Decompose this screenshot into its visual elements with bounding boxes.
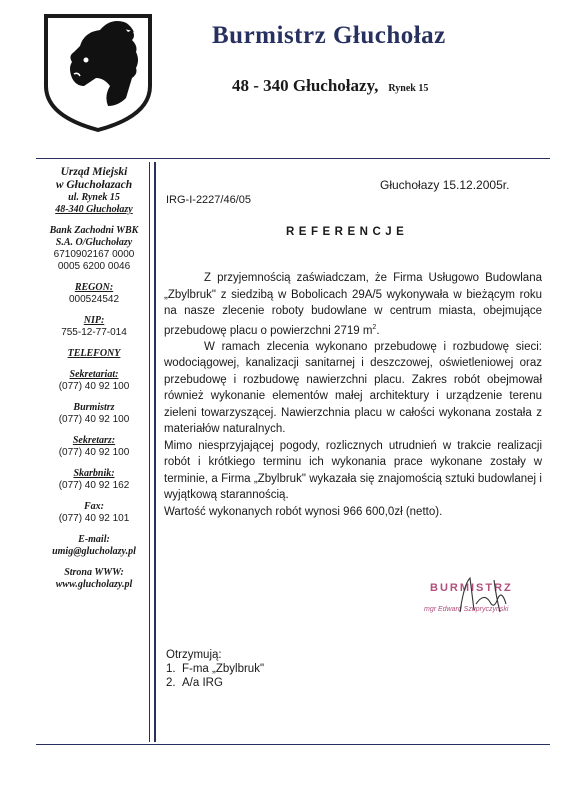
mayor-phone: (077) 40 92 100 — [58, 414, 130, 425]
handwritten-signature-icon — [450, 574, 530, 614]
email-label: E-mail: — [78, 534, 110, 545]
secretariat-phone: (077) 40 92 100 — [58, 381, 130, 392]
office-name-line1: Urząd Miejski — [60, 166, 128, 178]
fax-label: Fax: — [84, 501, 104, 512]
bank-branch: S.A. O/Głuchołazy — [55, 237, 133, 248]
paragraph-4: Wartość wykonanych robót wynosi 966 600,0zł (netto). — [164, 505, 443, 518]
letter-reference-number: IRG-I-2227/46/05 — [166, 194, 251, 206]
fax-number: (077) 40 92 101 — [58, 513, 130, 524]
website-link[interactable]: www.glucholazy.pl — [55, 579, 133, 590]
phones-label: TELEFONY — [67, 348, 121, 359]
website-label: Strona WWW: — [64, 567, 124, 578]
nip-label: NIP: — [83, 315, 105, 326]
top-divider — [36, 158, 550, 159]
signature-stamp-title: BURMISTRZ — [430, 582, 513, 594]
office-postcode: 48-340 Głuchołazy — [55, 204, 133, 215]
coat-of-arms-icon — [40, 12, 156, 134]
letter-date: Głuchołazy 15.12.2005r. — [380, 178, 510, 192]
bank-name: Bank Zachodni WBK — [49, 225, 139, 236]
treasurer-label: Skarbnik: — [73, 468, 115, 479]
office-name-line2: w Głuchołazach — [55, 179, 133, 191]
bank-account-line1: 6710902167 0000 — [53, 249, 135, 260]
letterhead-street: Rynek 15 — [388, 83, 429, 94]
office-street: ul. Rynek 15 — [68, 192, 120, 203]
paragraph-2: W ramach zlecenia wykonano przebudowę i rozbudowę sieci: wodociągowej, kanalizacji sanitarnej i deszczowej, oświetleniowej oraz przebudowę i rozbudowę nawierzchni placu. Zakres robót obejmował również wykonanie elementów małej architektury i urządzenie terenu zieleni towarzyszącej. Nawierzchnia placu w całości wykonana została z materiałów naturalnych. — [164, 340, 542, 436]
sidebar-contact-info — [36, 166, 152, 591]
list-item: 1. F-ma „Zbylbruk" — [166, 663, 265, 675]
list-item: 2. A/a IRG — [166, 677, 223, 689]
secretary-label: Sekretarz: — [72, 435, 116, 446]
secretariat-label: Sekretariat: — [69, 369, 119, 380]
nip-value: 755-12-77-014 — [61, 327, 127, 338]
paragraph-1: Z przyjemnością zaświadczam, że Firma Usługowo Budowlana „Zbylbruk" z siedzibą w Bobolicach 29A/5 wykonywała w bieżącym roku na nasze zlecenie roboty budowlane w centrum miasta, obejmujące przebudowę placu o powierzchni 2719 $m^2$. — [164, 272, 542, 337]
bank-account-line2: 0005 6200 0046 — [57, 261, 131, 272]
letterhead-address — [232, 76, 428, 96]
regon-label: REGON: — [74, 282, 114, 293]
letter-title: REFERENCJE — [286, 226, 409, 238]
mayor-label: Burmistrz — [73, 402, 115, 413]
bottom-divider — [36, 744, 550, 745]
regon-value: 000524542 — [68, 294, 120, 305]
letterhead-postcode-city: 48 - 340 Głuchołazy, — [232, 76, 379, 95]
letter-body — [164, 270, 542, 520]
email-link[interactable]: umig@glucholazy.pl — [52, 546, 136, 557]
paragraph-3: Mimo niesprzyjającej pogody, rozlicznych utrudnień w trakcie realizacji robót i krótkiego terminu ich wykonania prace wykonane zostały w terminie, a Firma „Zbylbruk" wykazała się znajomością sztuki budowlanej i wyjątkową starannością. — [164, 439, 542, 502]
recipients-heading: Otrzymują: — [166, 649, 222, 661]
letterhead-title: Burmistrz Głuchołaz — [212, 22, 446, 49]
signature-stamp-name: mgr Edward Szupryczyński — [424, 606, 509, 613]
secretary-phone: (077) 40 92 100 — [58, 447, 130, 458]
recipients-block — [166, 648, 264, 690]
treasurer-phone: (077) 40 92 162 — [58, 480, 130, 491]
